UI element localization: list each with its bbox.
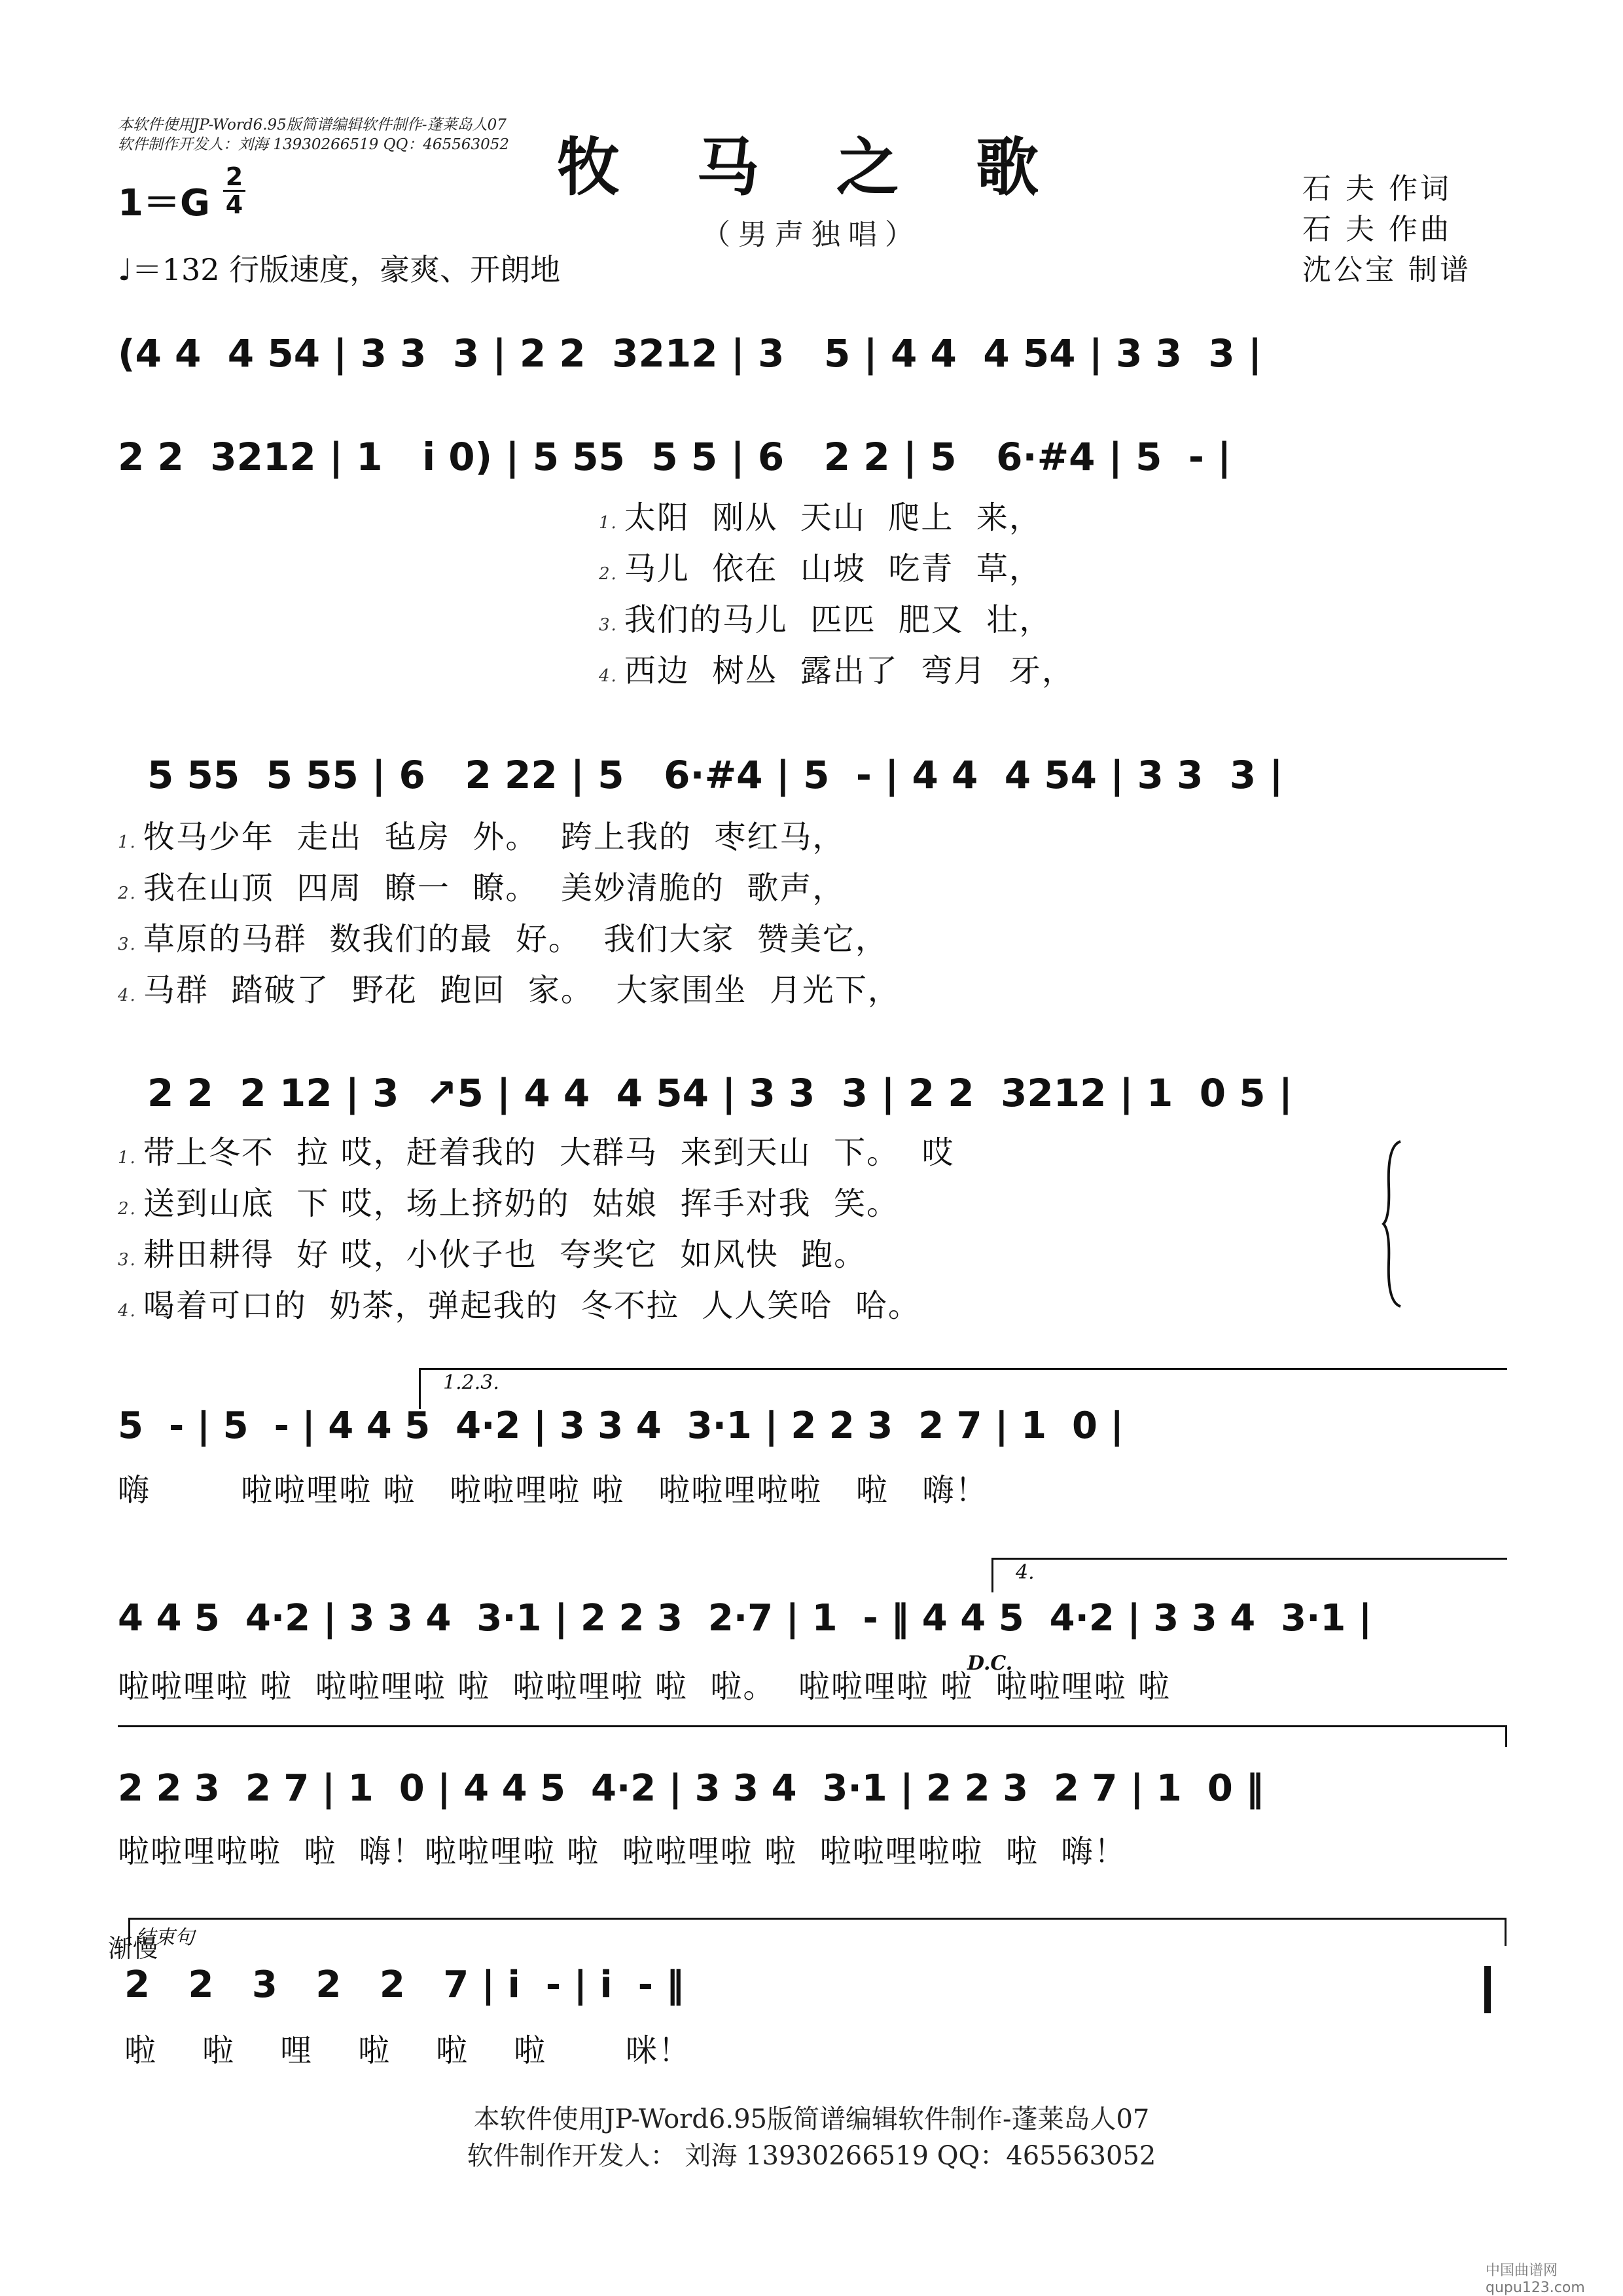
- lyrics-row-5: 嗨 啦啦哩啦 啦 啦啦哩啦 啦 啦啦哩啦啦 啦 嗨！: [118, 1472, 988, 1509]
- verse-text: 牧马少年 走出 毡房 外。 跨上我的 枣红马，: [143, 819, 846, 855]
- verse-line: [599, 492, 1042, 537]
- footer-line: 本软件使用JP-Word6.95版简谱编辑软件制作-蓬莱岛人07: [473, 2104, 1150, 2134]
- notation-row-2: 2 2 3212 | 1 i 0) | 5 55 5 5 | 6 2 2 | 5 6·#4 | 5 - |: [118, 435, 1232, 479]
- verse-number: 1.: [118, 833, 137, 852]
- song-title: 牧 马 之 歌: [556, 130, 1067, 204]
- verse-number: 3.: [118, 935, 137, 954]
- verse-number: 4.: [118, 1301, 137, 1321]
- watermark: 中国曲谱网 qupu123.com: [1486, 2263, 1585, 2296]
- verse-line: [599, 594, 1052, 639]
- dc-mark: D.C.: [967, 1652, 1013, 1675]
- notation-row-1: (4 4 4 54 | 3 3 3 | 2 2 3212 | 3 5 | 4 4 4 54 | 3 3 3 |: [118, 331, 1262, 376]
- brace-icon: [1381, 1139, 1407, 1309]
- verse-text: 马群 踏破了 野花 跑回 家。 大家围坐 月光下，: [143, 972, 901, 1009]
- lyrics-row-6: 啦啦哩啦 啦 啦啦哩啦 啦 啦啦哩啦 啦 啦。 啦啦哩啦 啦 啦啦哩啦 啦: [118, 1668, 1171, 1705]
- verse-line: [118, 1127, 955, 1172]
- repeat-line: [118, 1725, 1507, 1747]
- lyricist: 石 夫 作词: [1302, 172, 1452, 206]
- verse-line: [599, 543, 1042, 588]
- volta-1-label: 1.2.3.: [443, 1371, 499, 1394]
- verse-text: 带上冬不 拉 哎，赶着我的 大群马 来到天山 下。 哎: [143, 1134, 955, 1171]
- notation-row-6: 4 4 5 4·2 | 3 3 4 3·1 | 2 2 3 2·7 | 1 - ‖ 4 4 5 4·2 | 3 3 4 3·1 |: [118, 1597, 1372, 1640]
- verse-number: 3.: [118, 1250, 137, 1270]
- lyrics-row-8: 啦 啦 哩 啦 啦 啦 咪！: [124, 2032, 691, 2069]
- verse-number: 4.: [599, 666, 618, 686]
- composer: 石 夫 作曲: [1302, 213, 1452, 246]
- verse-line: [118, 914, 888, 959]
- credits: [1302, 169, 1471, 291]
- verse-text: 送到山底 下 哎，场上挤奶的 姑娘 挥手对我 笑。: [143, 1185, 900, 1222]
- arranger: 沈公宝 制谱: [1302, 253, 1471, 287]
- volta-bracket-2: [991, 1558, 1507, 1592]
- notation-row-5: 5 - | 5 - | 4 4 5 4·2 | 3 3 4 3·1 | 2 2 3 2 7 | 1 0 |: [118, 1405, 1124, 1447]
- verse-text: 我们的马儿 匹匹 肥又 壮，: [624, 601, 1052, 638]
- verse-line: [118, 1178, 899, 1223]
- time-sig-bottom: 4: [225, 190, 243, 219]
- coda-bracket: [128, 1918, 1507, 1949]
- key-signature: 1＝G: [118, 182, 210, 224]
- footer: [0, 2101, 1623, 2174]
- lyrics-row-7: 啦啦哩啦啦 啦 嗨！啦啦哩啦 啦 啦啦哩啦 啦 啦啦哩啦啦 啦 嗨！: [118, 1833, 1127, 1870]
- verse-number: 3.: [599, 615, 618, 635]
- volta-bracket-1: [419, 1368, 1507, 1409]
- verse-number: 1.: [118, 1148, 137, 1168]
- slow-marking: 渐慢: [108, 1934, 158, 1963]
- subtitle: （男声独唱）: [702, 218, 921, 251]
- volta-2-label: 4.: [1016, 1561, 1035, 1584]
- verse-text: 耕田耕得 好 哎，小伙子也 夸奖它 如风快 跑。: [143, 1236, 867, 1273]
- software-note-line: 软件制作开发人：刘海 13930266519 QQ：465563052: [118, 136, 509, 153]
- verse-line: [118, 965, 901, 1010]
- coda-label: 结束句: [135, 1926, 194, 1949]
- verse-number: 4.: [118, 986, 137, 1005]
- verse-text: 太阳 刚从 天山 爬上 来，: [624, 499, 1042, 536]
- verse-number: 1.: [599, 513, 618, 533]
- verse-text: 西边 树丛 露出了 弯月 牙，: [624, 653, 1075, 689]
- notation-row-3: 5 55 5 55 | 6 2 22 | 5 6·#4 | 5 - | 4 4 4 54 | 3 3 3 |: [147, 753, 1283, 797]
- verse-number: 2.: [118, 1199, 137, 1219]
- tempo-marking: ♩＝132 行版速度，豪爽、开朗地: [118, 252, 561, 287]
- verse-number: 2.: [118, 884, 137, 903]
- time-sig-top: 2: [225, 162, 243, 191]
- verse-text: 喝着可口的 奶茶，弹起我的 冬不拉 人人笑哈 哈。: [143, 1287, 921, 1324]
- notation-row-4: 2 2 2 12 | 3 ↗5 | 4 4 4 54 | 3 3 3 | 2 2 3212 | 1 0 5 |: [147, 1071, 1293, 1115]
- verse-text: 草原的马群 数我们的最 好。 我们大家 赞美它，: [143, 921, 888, 958]
- verse-line: [599, 645, 1075, 691]
- verse-line: [118, 1229, 866, 1274]
- notation-row-8: 2 2 3 2 2 7 | i - | i - ‖: [124, 1964, 685, 2006]
- verse-text: 马儿 依在 山坡 吃青 草，: [624, 550, 1042, 587]
- verse-text: 我在山顶 四周 瞭一 瞭。 美妙清脆的 歌声，: [143, 870, 846, 906]
- verse-line: [118, 812, 845, 857]
- verse-line: [118, 1280, 921, 1325]
- verse-line: [118, 863, 845, 908]
- final-barline: [1484, 1966, 1491, 2013]
- time-signature: [221, 164, 247, 218]
- notation-row-7: 2 2 3 2 7 | 1 0 | 4 4 5 4·2 | 3 3 4 3·1 | 2 2 3 2 7 | 1 0 ‖: [118, 1767, 1264, 1810]
- software-note-line: 本软件使用JP-Word6.95版简谱编辑软件制作-蓬莱岛人07: [118, 117, 507, 134]
- verse-number: 2.: [599, 564, 618, 584]
- footer-line: 软件制作开发人： 刘海 13930266519 QQ：465563052: [467, 2141, 1156, 2171]
